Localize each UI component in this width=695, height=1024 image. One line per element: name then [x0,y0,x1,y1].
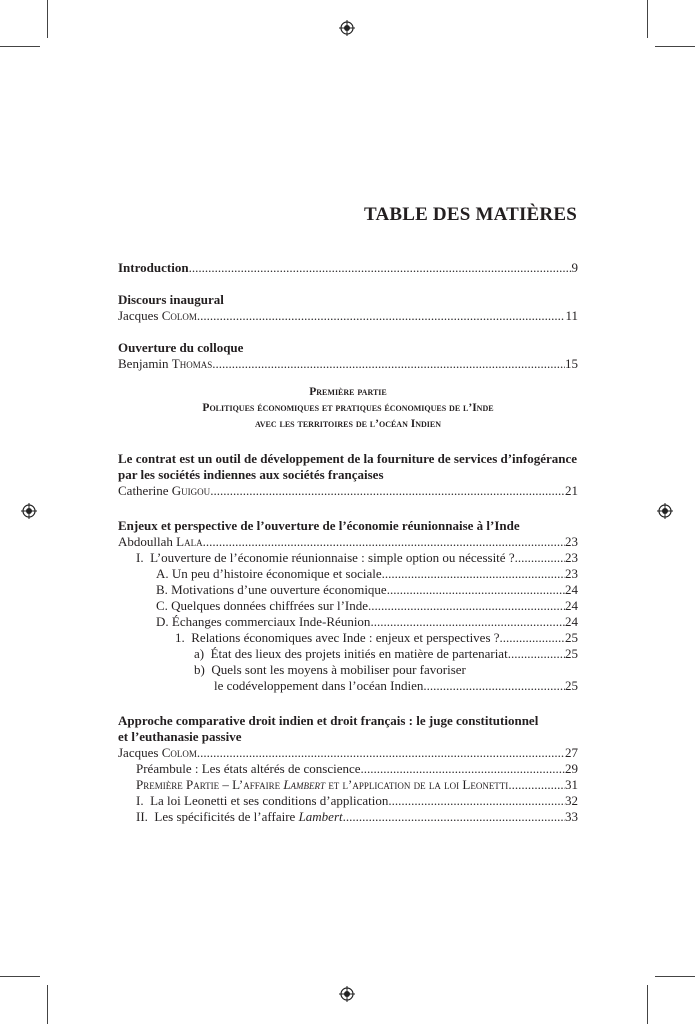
toc-subentry[interactable]: D. Échanges commerciaux Inde-Réunion ..... 24 [118,614,578,630]
registration-mark-icon [21,503,37,519]
crop-mark [0,46,40,47]
toc-page-number: 29 [565,761,578,776]
crop-mark [47,985,48,1024]
dot-leader [508,777,565,793]
author-name: Benjamin Thomas [118,356,213,371]
dot-leader [387,582,565,598]
toc-page-number: 23 [565,566,578,581]
toc-entry-author[interactable] [118,483,578,499]
toc-subentry[interactable]: Première Partie – L’affaire Lambert et l’application de la loi Leonetti ..... 31 [118,777,578,793]
toc-subentry[interactable]: Préambule : Les états altérés de conscience ..... 29 [118,761,578,777]
author-name: Catherine Guigou [118,483,211,498]
toc-entry-author[interactable] [118,745,578,761]
toc-entry-author[interactable] [118,356,578,372]
toc-page-number: 24 [565,582,578,597]
registration-mark-icon [339,20,355,36]
crop-mark [0,976,40,977]
crop-mark [655,976,695,977]
toc-entry-author[interactable] [118,308,578,324]
toc-page-number: 32 [565,793,578,808]
dot-leader [197,308,566,324]
toc-entry-introduction[interactable] [118,260,578,276]
dot-leader [189,260,572,276]
toc-page-number: 11 [565,308,578,323]
dot-leader [388,793,565,809]
toc-page-number: 21 [565,483,578,498]
part-label: Première partie [309,386,387,398]
crop-mark [47,0,48,38]
toc-page-number: 24 [565,598,578,613]
toc-page-number: 23 [565,534,578,549]
toc-subentry[interactable]: 1. Relations économiques avec Inde : enjeux et perspectives ? ..... 25 [118,630,578,646]
toc-entry-label: Introduction [118,260,189,275]
part-title: avec les territoires de l’océan Indien [255,418,441,430]
toc-page-number: 25 [565,630,578,645]
toc-subentry[interactable]: A. Un peu d’histoire économique et sociale ..... 23 [118,566,578,582]
dot-leader [368,598,565,614]
crop-mark [655,46,695,47]
dot-leader [212,356,565,372]
toc-page-number: 15 [565,356,578,371]
article-heading: Approche comparative droit indien et droit français : le juge constitutionnel [118,713,539,728]
dot-leader [515,550,565,566]
toc-subentry: b) Quels sont les moyens à mobiliser pour favoriser [194,662,466,677]
section-heading: Ouverture du colloque [118,340,244,355]
dot-leader [197,745,565,761]
crop-mark [647,985,648,1024]
toc-subentry[interactable]: a) État des lieux des projets initiés en matière de partenariat ..... 25 [118,646,578,662]
author-name: Jacques Colom [118,308,197,323]
dot-leader [508,646,565,662]
crop-mark [647,0,648,38]
dot-leader [382,566,565,582]
toc-page-number: 9 [571,260,578,275]
toc-subentry[interactable]: I. L’ouverture de l’économie réunionnaise : simple option ou nécessité ? ..... 23 [118,550,578,566]
toc-entry-author[interactable] [118,534,578,550]
toc-subentry[interactable]: le codéveloppement dans l’océan Indien ..... 25 [118,678,578,694]
dot-leader [423,678,565,694]
dot-leader [370,614,565,630]
toc-page-number: 23 [565,550,578,565]
dot-leader [500,630,565,646]
toc-page-number: 24 [565,614,578,629]
toc-page-number: 27 [565,745,578,760]
article-heading: et l’euthanasie passive [118,729,242,744]
toc-subentry[interactable]: C. Quelques données chiffrées sur l’Inde ..... 24 [118,598,578,614]
toc-page-number: 33 [565,809,578,824]
registration-mark-icon [657,503,673,519]
toc-page-number: 25 [565,678,578,693]
article-heading: Le contrat est un outil de développement de la fourniture de services d’infogérance [118,451,578,466]
dot-leader [203,534,565,550]
author-name: Jacques Colom [118,745,197,760]
dot-leader [361,761,565,777]
toc-subentry[interactable]: II. Les spécificités de l’affaire Lambert ..... 33 [118,809,578,825]
registration-mark-icon [339,986,355,1002]
table-of-contents [118,260,578,825]
article-heading: Enjeux et perspective de l’ouverture de l’économie réunionnaise à l’Inde [118,518,520,533]
article-heading: par les sociétés indiennes aux sociétés françaises [118,467,384,482]
toc-page-number: 25 [565,646,578,661]
part-title: Politiques économiques et pratiques économiques de l’Inde [202,402,494,414]
section-heading: Discours inaugural [118,292,224,307]
toc-subentry[interactable]: B. Motivations d’une ouverture économique ..... 24 [118,582,578,598]
toc-page-number: 31 [565,777,578,792]
dot-leader [343,809,565,825]
page-title: TABLE DES MATIÈRES [363,204,577,225]
author-name: Abdoullah Lala [118,534,203,549]
toc-subentry[interactable]: I. La loi Leonetti et ses conditions d’application ..... 32 [118,793,578,809]
dot-leader [210,483,565,499]
